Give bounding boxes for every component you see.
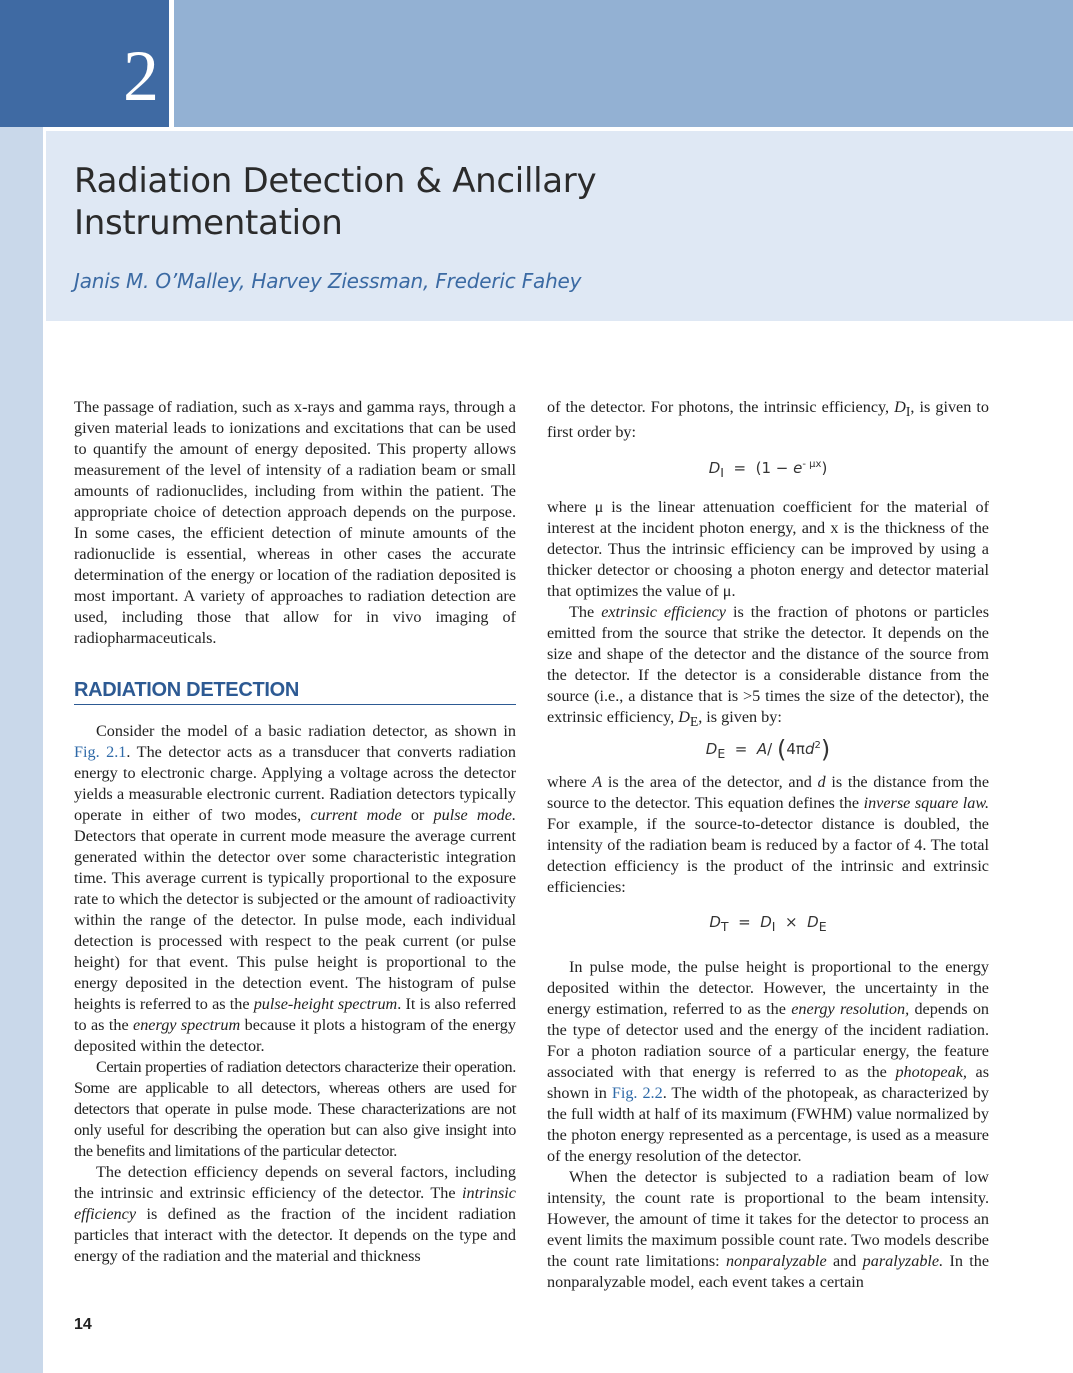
- symbol: A: [592, 773, 603, 792]
- term: energy resolution,: [791, 1000, 910, 1019]
- chapter-number: 2: [123, 36, 159, 116]
- side-strip: [0, 127, 43, 1373]
- text-run: , is given to first order by:: [547, 398, 989, 442]
- eq-symbol: e: [793, 459, 803, 478]
- eq-paren: (: [777, 735, 787, 764]
- symbol: D: [678, 708, 690, 727]
- term: pulse-height spectrum: [253, 995, 398, 1013]
- text-run: is defined as the fraction of the incident radiation particles that interact with the detector. It depends on the type and energy of the radiation and the material and thickness: [74, 1205, 516, 1265]
- eq-symbol: D: [760, 913, 772, 932]
- text-run: of the detector. For photons, the intrinsic efficiency,: [547, 398, 895, 416]
- left-column: [74, 397, 516, 1267]
- body-paragraph: [547, 602, 989, 732]
- text-run: . The width of the photopeak, as characterized by the full width at half of its maximum (FWHM) value normalized by the photon energy represented as a percentage, is used as a measure of the energy resolution of the detector.: [547, 1084, 989, 1166]
- symbol: D: [894, 398, 906, 416]
- eq-subscript: T: [720, 919, 729, 935]
- eq-superscript: - μx: [802, 459, 822, 471]
- eq-term: 4π: [786, 740, 805, 759]
- eq-term: ): [821, 459, 828, 478]
- text-run: . The detector acts as a transducer that converts radiation energy to electronic charge. Applying a voltage across the detector yields a measurable electronic current. Radiation detectors typically operate in either of two modes,: [74, 743, 516, 824]
- body-paragraph: [547, 957, 989, 1167]
- subscript: I: [905, 404, 911, 420]
- text-run: is the distance from the source to the detector. This equation defines the: [547, 773, 990, 813]
- text-run: as shown in: [547, 1063, 990, 1103]
- eq-operator: =: [734, 740, 748, 759]
- term: paralyzable.: [862, 1252, 944, 1271]
- equation-extrinsic: [547, 734, 989, 766]
- eq-symbol: D: [709, 913, 721, 932]
- chapter-title: Radiation Detection & Ancillary Instrumentation: [74, 161, 597, 243]
- term: nonparalyzable: [725, 1252, 827, 1271]
- body-paragraph: [547, 397, 989, 443]
- figure-link[interactable]: Fig. 2.2: [611, 1084, 663, 1103]
- chapter-authors: Janis M. O’Malley, Harvey Ziessman, Frederic Fahey: [74, 269, 582, 293]
- header-divider: [169, 0, 174, 127]
- text-run: or: [401, 806, 434, 824]
- body-paragraph: [74, 1162, 516, 1267]
- eq-symbol: D: [708, 459, 721, 478]
- page-number: 14: [74, 1316, 92, 1333]
- eq-operator: /: [767, 740, 773, 759]
- eq-subscript: E: [717, 746, 726, 762]
- right-column: [547, 397, 989, 1293]
- text-run: because it plots a histogram of the energy deposited within the detector.: [74, 1016, 516, 1055]
- eq-paren: ): [820, 735, 831, 764]
- text-run: is the fraction of photons or particles emitted from the source that strike the detector. It depends on the size and shape of the detector and the distance of the source from the detector. If the detector is a considerable distance from the source (i.e., a distance that is >5 times the size of the detector), the extrinsic efficiency,: [547, 603, 989, 727]
- text-run: depends on the type of detector used and the energy of the incident radiation. For a photon radiation source of a particular energy, the feature associated with that energy is referred to as the: [547, 1000, 990, 1082]
- symbol: d: [817, 773, 826, 792]
- body-paragraph: where μ is the linear attenuation coefficient for the material of interest at the incident photon energy, and x is the thickness of the detector. Thus the intrinsic efficiency can be improved by using a thicker detector or choosing a photon energy and detector material that optimizes the value of μ.: [547, 498, 989, 601]
- text-run: is the area of the detector, and: [602, 773, 818, 792]
- term: current mode: [310, 806, 402, 824]
- section-heading: RADIATION DETECTION: [74, 679, 516, 705]
- eq-symbol: D: [807, 913, 819, 932]
- body-paragraph: [547, 1167, 989, 1293]
- eq-operator: =: [733, 459, 747, 478]
- text-run: . It is also referred to as the: [74, 995, 516, 1034]
- text-run: , is given by:: [698, 708, 782, 727]
- body-paragraph: [74, 721, 516, 1057]
- text-run: In the nonparalyzable model, each event takes a certain: [547, 1252, 990, 1292]
- text-run: where: [547, 773, 593, 792]
- eq-operator: ×: [785, 913, 798, 932]
- term: energy spectrum: [133, 1016, 241, 1034]
- body-paragraph: [547, 772, 989, 898]
- term: extrinsic efficiency: [601, 603, 726, 622]
- equation-intrinsic: [547, 453, 989, 485]
- eq-symbol: d: [804, 740, 815, 759]
- text-run: When the detector is subjected to a radiation beam of low intensity, the count rate is proportional to the beam intensity. However, the amount of time it takes for the detector to process an event limits the maximum possible count rate. Two models describe the count rate limitations:: [547, 1168, 989, 1271]
- eq-subscript: I: [720, 465, 724, 481]
- text-run: Consider the model of a basic radiation detector, as shown in: [96, 722, 516, 740]
- text-run: The detection efficiency depends on several factors, including the intrinsic and extrinsic efficiency of the detector. The: [74, 1163, 516, 1202]
- eq-superscript: 2: [814, 740, 821, 752]
- eq-symbol: A: [756, 740, 768, 759]
- eq-term: (1 −: [755, 459, 794, 478]
- subscript: E: [689, 714, 699, 730]
- intro-paragraph: The passage of radiation, such as x-rays and gamma rays, through a given material leads to ionizations and excitations that can be used to quantify the amount of energy deposited. This property allows measurement of the level of intensity of a radiation beam or small amounts of radionuclides, including from within the patient. The appropriate choice of detection approach depends on the purpose. In some cases, the efficient detection of minute amounts of the radionuclide is essential, whereas in other cases the accurate determination of the energy or location of the radiation deposited is most important. A variety of approaches to radiation detection are used, including those that allow for in vivo imaging of radiopharmaceuticals.: [74, 398, 516, 647]
- term: pulse mode.: [433, 806, 516, 824]
- term: intrinsic efficiency: [74, 1184, 516, 1223]
- eq-symbol: D: [705, 740, 718, 759]
- term: photopeak,: [895, 1063, 967, 1082]
- body-paragraph: Certain properties of radiation detectors characterize their operation. Some are applicable to all detectors, whereas others are used for detectors that operate in pulse mode. These characterizations are not only useful for describing the operation but can also give insight into the benefits and limitations of the particular detector.: [74, 1058, 516, 1160]
- chapter-number-box: [0, 0, 169, 127]
- eq-subscript: I: [771, 919, 776, 935]
- eq-subscript: E: [818, 919, 827, 935]
- eq-operator: =: [738, 913, 751, 932]
- figure-link[interactable]: Fig. 2.1: [74, 743, 127, 761]
- text-run: The: [569, 603, 602, 622]
- text-run: For example, if the source-to-detector distance is doubled, the intensity of the radiation beam is reduced by a factor of 4. The total detection efficiency is the product of the intrinsic and extrinsic efficiencies:: [547, 815, 989, 897]
- text-run: and: [826, 1252, 863, 1271]
- text-run: Detectors that operate in current mode measure the average current generated within the detector over some characteristic integration time. This average current is typically proportional to the exposure rate to which the detector is subjected or the amount of radioactivity within the range of the detector. In pulse mode, each individual detection is processed with respect to the peak current (or pulse height) for that event. This pulse height is proportional to the energy deposited in the detection event. The histogram of pulse heights is referred to as the: [74, 827, 516, 1013]
- term: inverse square law.: [863, 794, 990, 813]
- text-run: In pulse mode, the pulse height is proportional to the energy deposited within the detector. However, the uncertainty in the energy estimation, referred to as the: [547, 958, 989, 1019]
- equation-total: [547, 910, 989, 939]
